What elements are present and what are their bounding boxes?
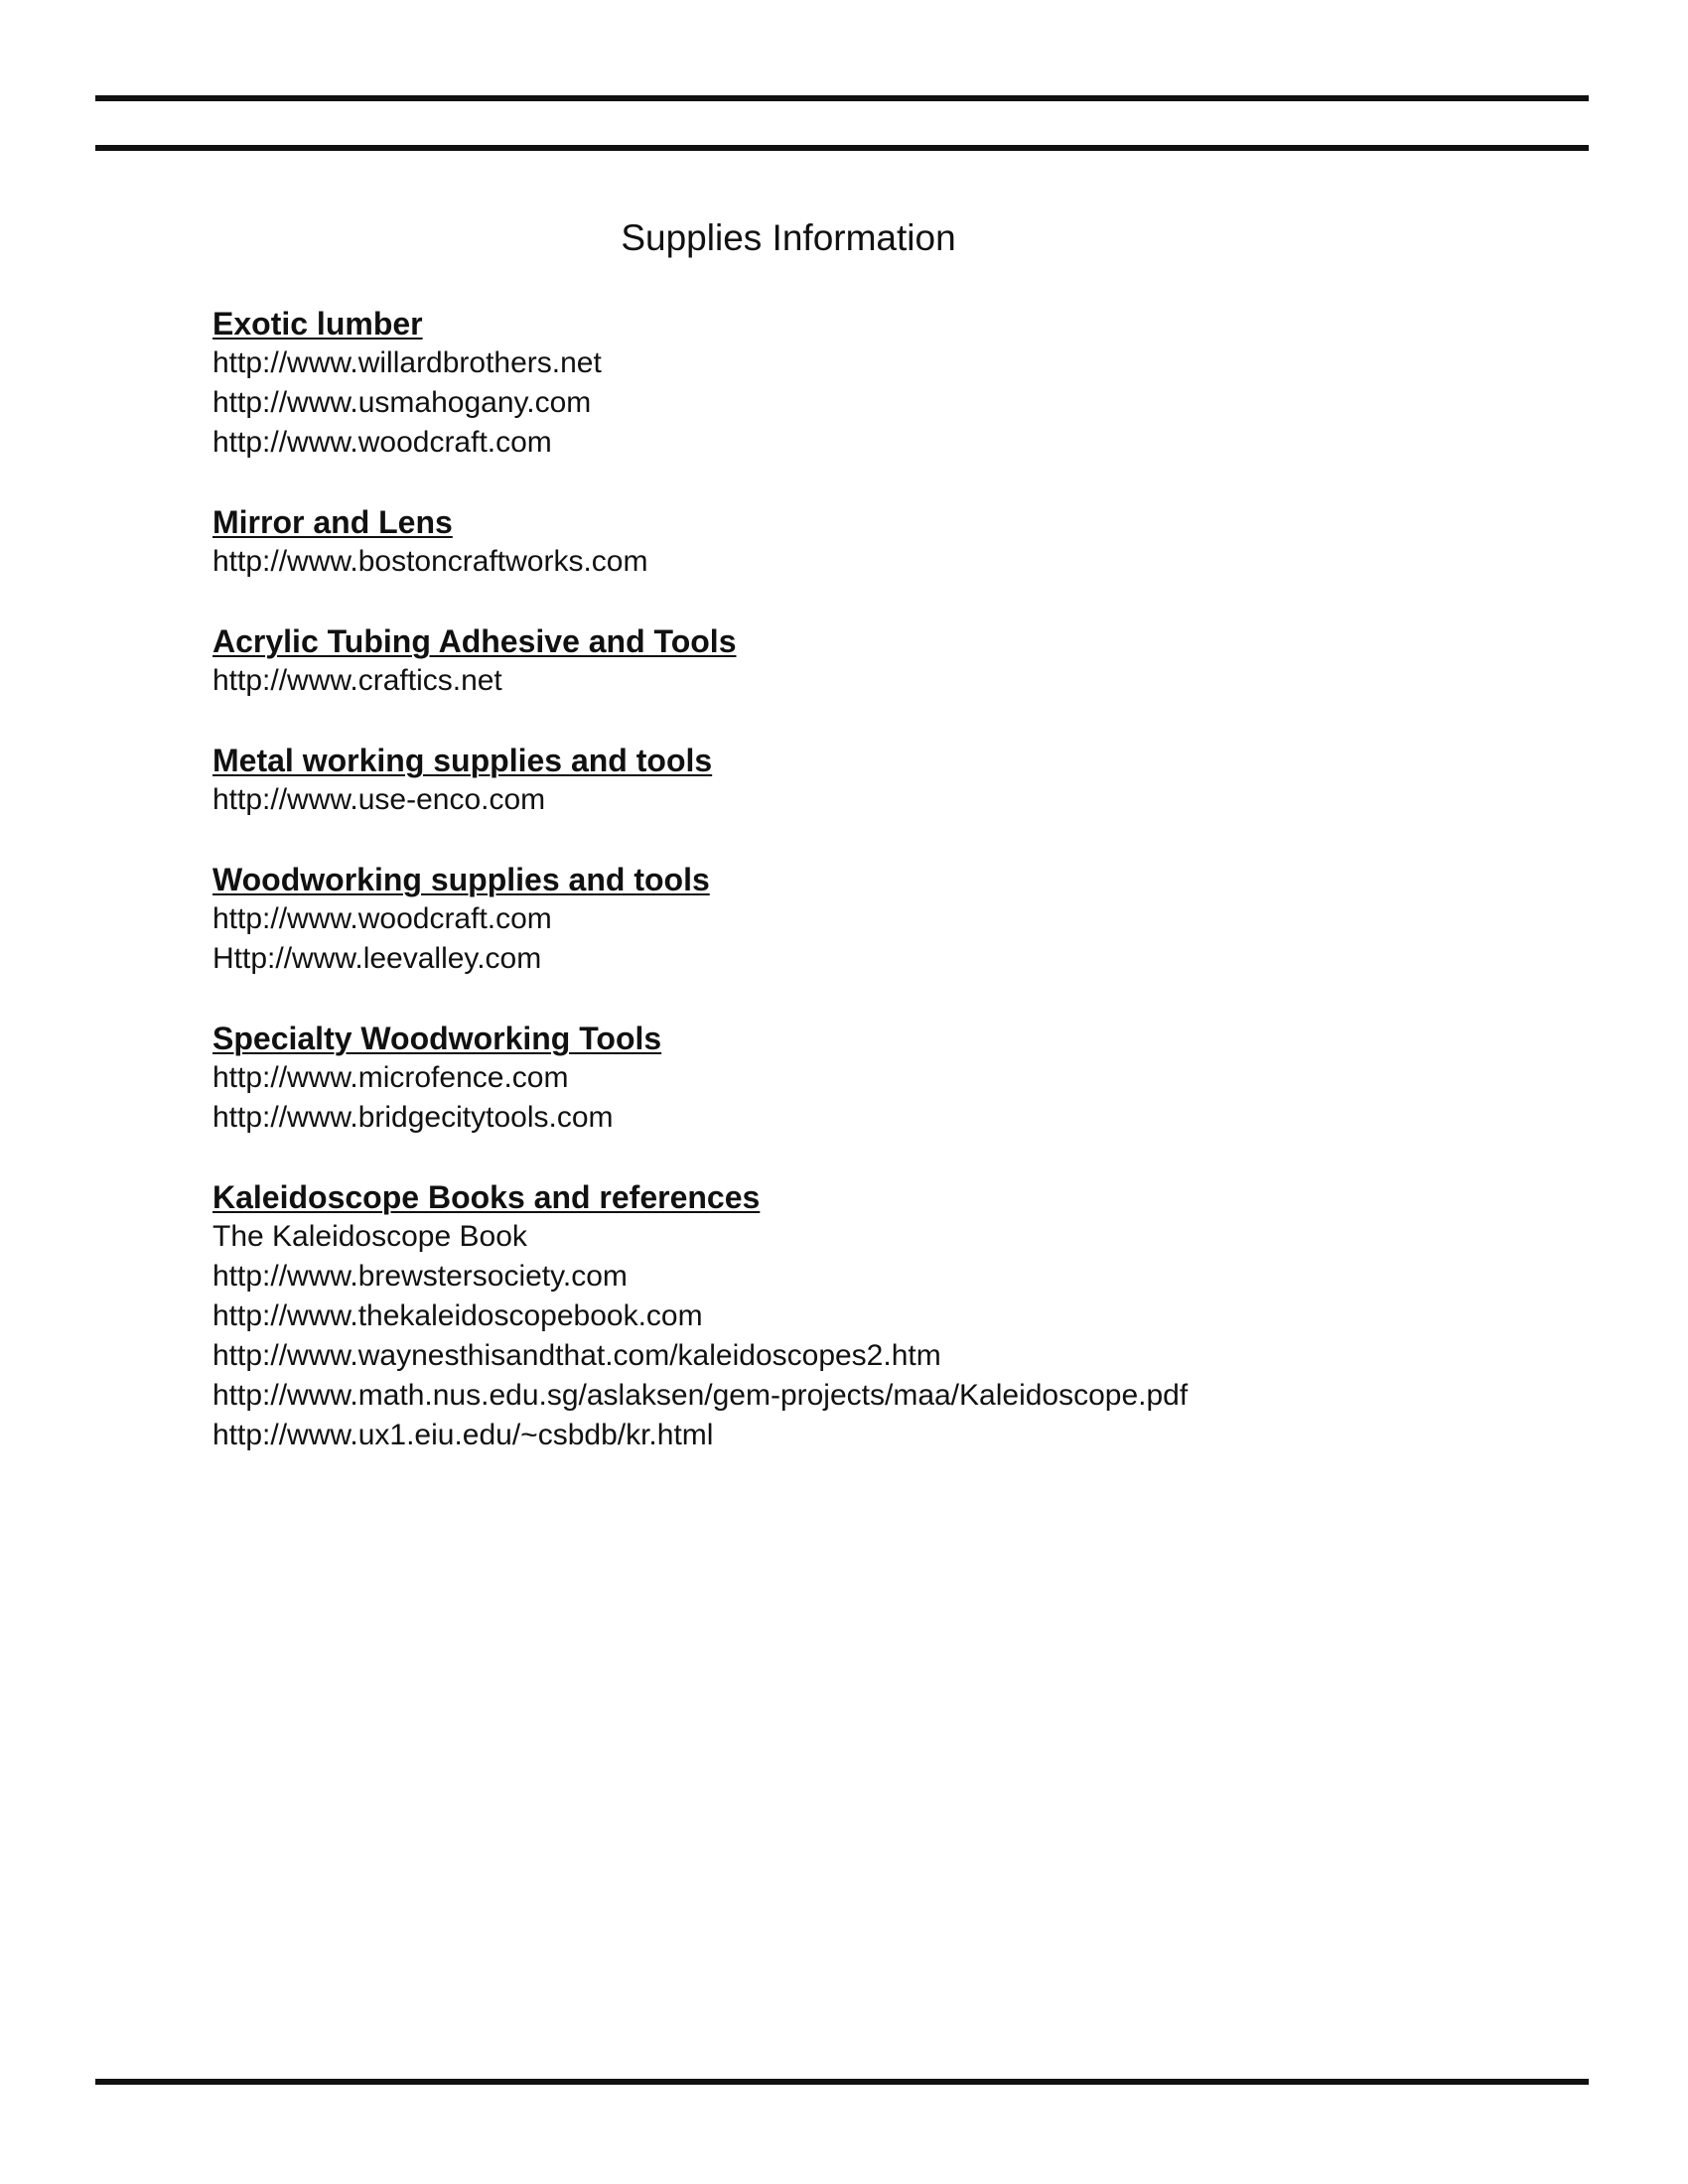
section-metal-working (212, 741, 1503, 820)
section-exotic-lumber (212, 304, 1503, 463)
reference-link[interactable]: http://www.math.nus.edu.sg/aslaksen/gem-projects/maa/Kaleidoscope.pdf (212, 1379, 1189, 1412)
section-heading: Acrylic Tubing Adhesive and Tools (212, 623, 737, 659)
section-acrylic-tubing (212, 621, 1503, 701)
section-specialty-tools (212, 1019, 1503, 1138)
supplier-link[interactable]: http://www.willardbrothers.net (212, 346, 602, 379)
section-heading: Woodworking supplies and tools (212, 862, 710, 897)
supplier-link[interactable]: http://www.bridgecitytools.com (212, 1101, 614, 1134)
section-heading: Kaleidoscope Books and references (212, 1179, 761, 1215)
supplier-link[interactable]: http://www.usmahogany.com (212, 386, 592, 419)
section-woodworking-supplies (212, 860, 1503, 979)
supplier-link[interactable]: http://www.woodcraft.com (212, 426, 552, 459)
supplier-link[interactable]: http://www.bostoncraftworks.com (212, 545, 648, 578)
reference-link[interactable]: http://www.brewstersociety.com (212, 1260, 628, 1293)
section-heading: Mirror and Lens (212, 504, 453, 540)
header-rule-top (95, 95, 1589, 101)
supplies-list (212, 304, 1503, 1495)
section-kaleidoscope-books (212, 1177, 1503, 1455)
page-title: Supplies Information (621, 217, 956, 258)
supplier-link[interactable]: http://www.woodcraft.com (212, 902, 552, 935)
reference-link[interactable]: http://www.waynesthisandthat.com/kaleidoscopes2.htm (212, 1339, 941, 1372)
header-rule-bottom (95, 145, 1589, 151)
footer-rule (95, 2079, 1589, 2085)
supplier-link[interactable]: http://www.use-enco.com (212, 783, 546, 816)
section-heading: Specialty Woodworking Tools (212, 1021, 662, 1056)
reference-link[interactable]: http://www.ux1.eiu.edu/~csbdb/kr.html (212, 1419, 714, 1451)
section-mirror-and-lens (212, 502, 1503, 582)
book-title: The Kaleidoscope Book (212, 1220, 527, 1253)
reference-link[interactable]: http://www.thekaleidoscopebook.com (212, 1299, 703, 1332)
supplier-link[interactable]: Http://www.leevalley.com (212, 942, 542, 975)
supplier-link[interactable]: http://www.craftics.net (212, 664, 502, 697)
supplier-link[interactable]: http://www.microfence.com (212, 1061, 569, 1094)
section-heading: Metal working supplies and tools (212, 743, 713, 778)
section-heading: Exotic lumber (212, 306, 423, 341)
